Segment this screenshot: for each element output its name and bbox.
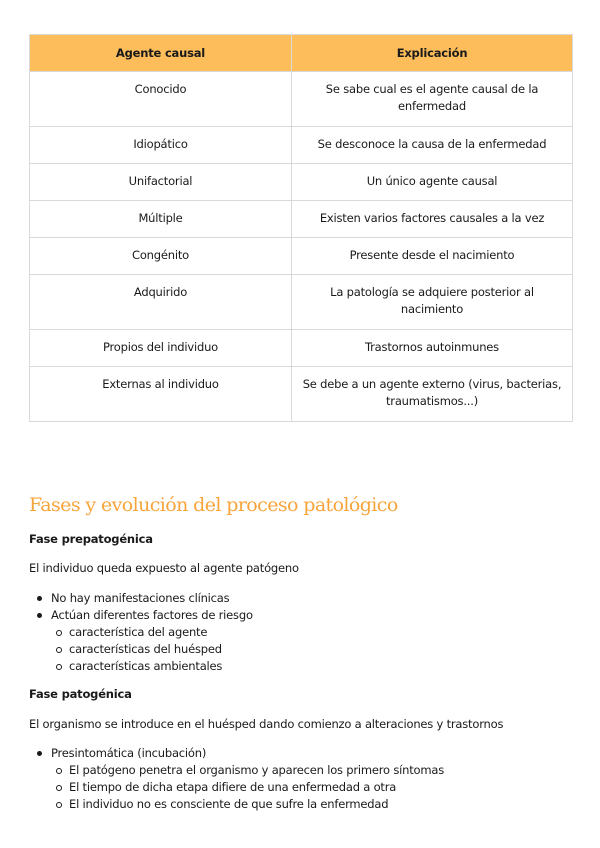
- explanation-cell: Se debe a un agente externo (virus, bacterias, traumatismos...): [292, 367, 573, 422]
- list-item: [51, 745, 444, 813]
- patogenica-text: El organismo se introduce en el huésped dando comienzo a alteraciones y trastornos: [29, 717, 504, 731]
- sub-list-item: características del huésped: [69, 641, 253, 658]
- sub-list-item: El individuo no es consciente de que sufre la enfermedad: [69, 796, 444, 813]
- sub-list: [51, 624, 253, 675]
- explanation-cell: Existen varios factores causales a la vez: [292, 201, 573, 238]
- list-item-text: Actúan diferentes factores de riesgo: [51, 608, 253, 622]
- list-item: [51, 607, 253, 675]
- sub-list-item: características ambientales: [69, 658, 253, 675]
- table-header-row: [30, 35, 573, 72]
- agent-cell: Idiopático: [30, 127, 292, 164]
- explanation-cell: La patología se adquiere posterior al nacimiento: [292, 275, 573, 330]
- agent-cell: Congénito: [30, 238, 292, 275]
- agent-cell: Externas al individuo: [30, 367, 292, 422]
- prepatogenica-list: [29, 590, 253, 675]
- header-explicacion: Explicación: [292, 35, 573, 72]
- table-row: [30, 238, 573, 275]
- agent-cell: Propios del individuo: [30, 330, 292, 367]
- table-row: [30, 367, 573, 422]
- table-row: [30, 275, 573, 330]
- table-row: [30, 201, 573, 238]
- explanation-cell: Presente desde el nacimiento: [292, 238, 573, 275]
- agent-cell: Adquirido: [30, 275, 292, 330]
- table-row: [30, 164, 573, 201]
- table-row: [30, 127, 573, 164]
- header-agente-causal: Agente causal: [30, 35, 292, 72]
- patogenica-heading: Fase patogénica: [29, 687, 132, 701]
- table-row: [30, 330, 573, 367]
- table-row: [30, 72, 573, 127]
- agent-cell: Múltiple: [30, 201, 292, 238]
- sub-list-item: El tiempo de dicha etapa difiere de una enfermedad a otra: [69, 779, 444, 796]
- explanation-cell: Se sabe cual es el agente causal de la enfermedad: [292, 72, 573, 127]
- section-title: Fases y evolución del proceso patológico: [29, 494, 398, 516]
- prepatogenica-heading: Fase prepatogénica: [29, 532, 153, 546]
- list-item: [51, 590, 253, 607]
- explanation-cell: Un único agente causal: [292, 164, 573, 201]
- causal-agent-table: [29, 34, 573, 422]
- prepatogenica-text: El individuo queda expuesto al agente patógeno: [29, 561, 299, 575]
- sub-list-item: El patógeno penetra el organismo y aparecen los primero síntomas: [69, 763, 444, 777]
- list-item-text: Presintomática (incubación): [51, 746, 207, 760]
- patogenica-list: [29, 745, 444, 813]
- list-item-text: No hay manifestaciones clínicas: [51, 591, 230, 605]
- explanation-cell: Se desconoce la causa de la enfermedad: [292, 127, 573, 164]
- explanation-cell: Trastornos autoinmunes: [292, 330, 573, 367]
- sub-list-item: característica del agente: [69, 624, 253, 641]
- sub-list: [51, 762, 444, 813]
- agent-cell: Unifactorial: [30, 164, 292, 201]
- agent-cell: Conocido: [30, 72, 292, 127]
